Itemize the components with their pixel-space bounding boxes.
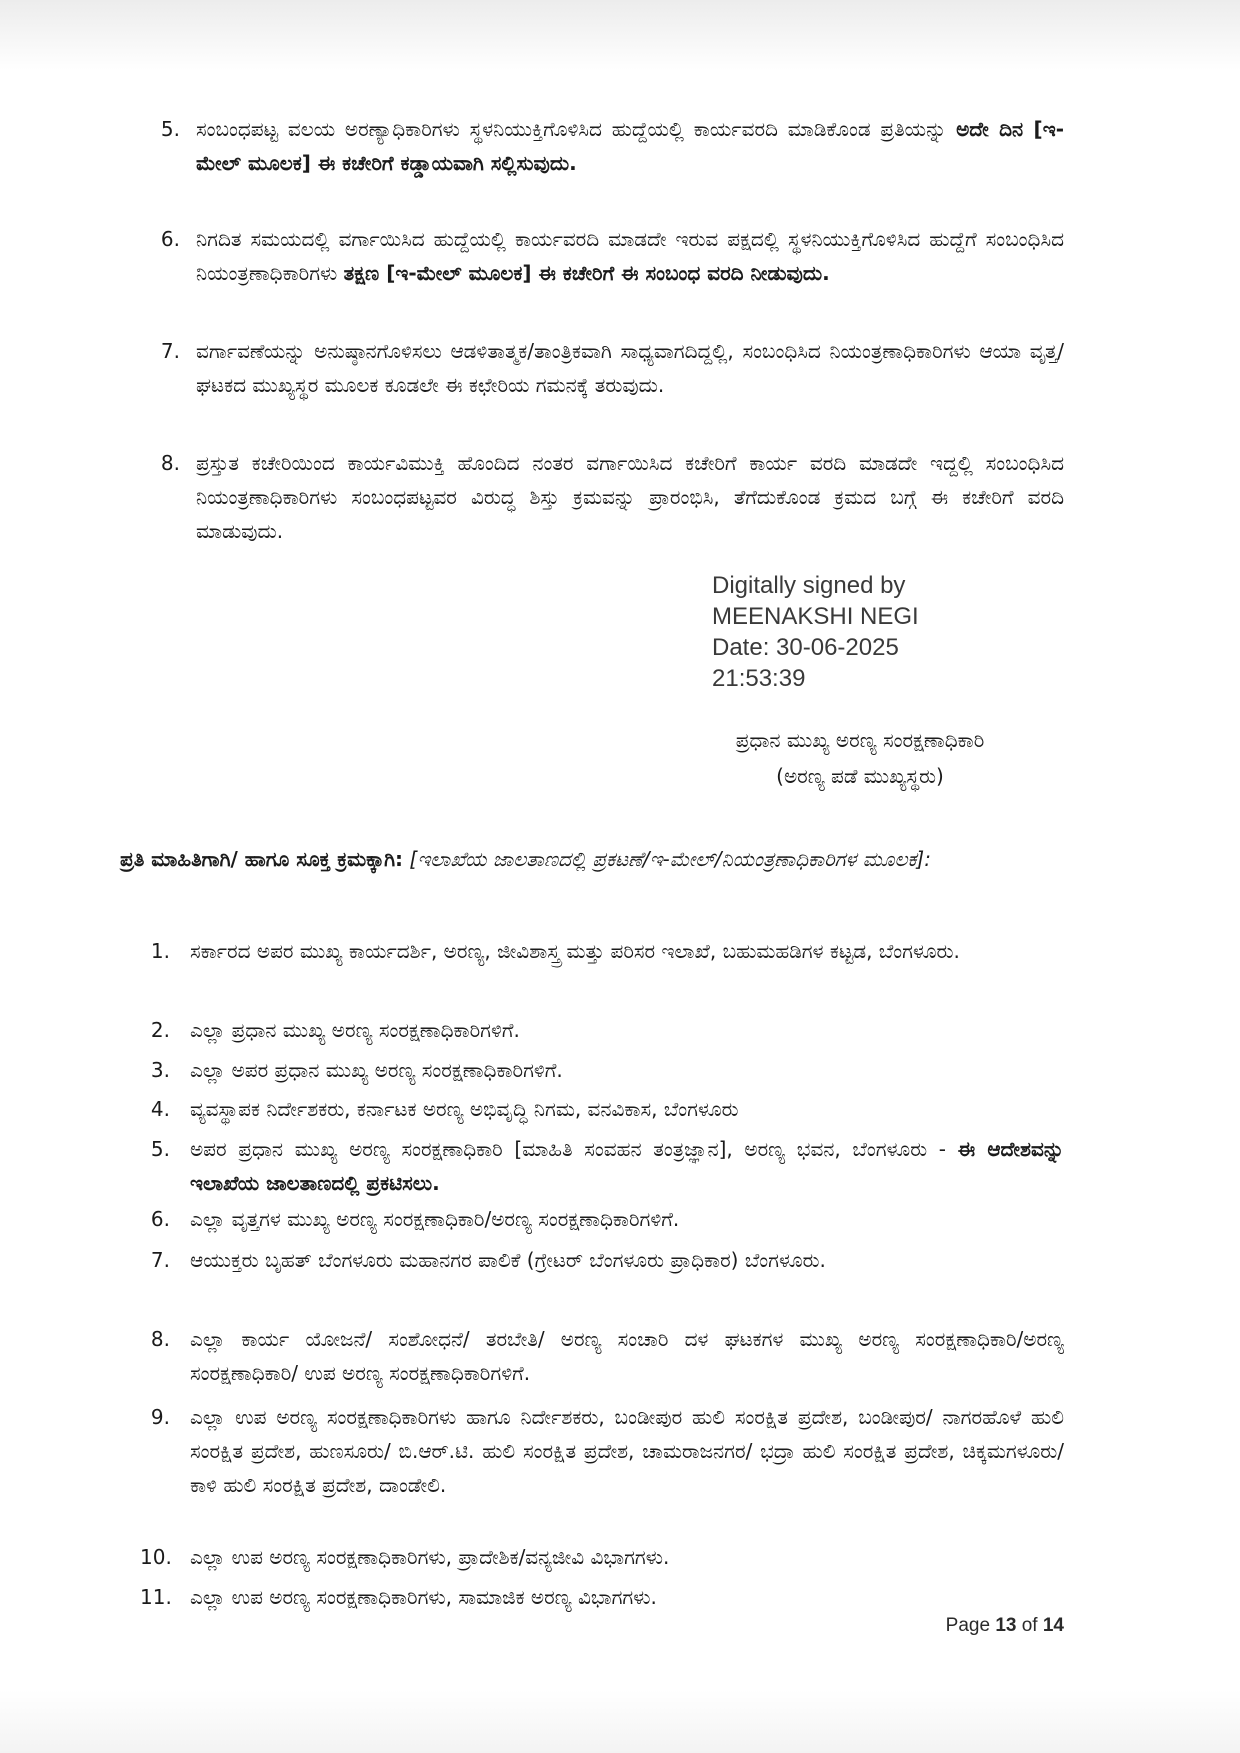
item-text: ವ್ಯವಸ್ಥಾಪಕ ನಿರ್ದೇಶಕರು, ಕರ್ನಾಟಕ ಅರಣ್ಯ ಅಭಿವೃದ್ಧಿ ನಿಗಮ, ವನವಿಕಾಸ, ಬೆಂಗಳೂರು (190, 1097, 739, 1121)
digital-signature (712, 570, 952, 694)
item-number: 1. (150, 939, 170, 963)
item-text: ನಿಗದಿತ ಸಮಯದಲ್ಲಿ ವರ್ಗಾಯಿಸಿದ ಹುದ್ದೆಯಲ್ಲಿ ಕಾರ್ಯವರದಿ ಮಾಡದೇ ಇರುವ ಪಕ್ಷದಲ್ಲಿ ಸ್ಥಳನಿಯುಕ್ತಿಗೊಳಿಸಿದ ಹುದ್ದೆಗೆ ಸಂಬಂಧಿಸಿದ ನಿಯಂತ್ರಣಾಧಿಕಾರಿಗಳು ತಕ್ಷಣ [ಇ-ಮೇಲ್ ಮೂಲಕ] ಈ ಕಚೇರಿಗೆ ಈ ಸಂಬಂಧ ವರದಿ ನೀಡುವುದು. (196, 227, 1064, 285)
item-text: ಎಲ್ಲಾ ಉಪ ಅರಣ್ಯ ಸಂರಕ್ಷಣಾಧಿಕಾರಿಗಳು, ಸಾಮಾಜಿಕ ಅರಣ್ಯ ವಿಭಾಗಗಳು. (190, 1585, 657, 1609)
signatory-designation (640, 722, 1080, 794)
signature-name: MEENAKSHI NEGI (712, 603, 919, 630)
item-bold-text: ಈ ಆದೇಶವನ್ನು ಇಲಾಖೆಯ ಜಾಲತಾಣದಲ್ಲಿ ಪ್ರಕಟಿಸಲು. (190, 1137, 1065, 1195)
signature-line: Digitally signed by (712, 572, 906, 599)
page-number: Page 13 of 14 (945, 1615, 1064, 1636)
item-number: 5. (160, 117, 180, 141)
item-text: ಎಲ್ಲಾ ಅಪರ ಪ್ರಧಾನ ಮುಖ್ಯ ಅರಣ್ಯ ಸಂರಕ್ಷಣಾಧಿಕಾರಿಗಳಿಗೆ. (190, 1058, 563, 1082)
item-number: 9. (150, 1405, 170, 1429)
copy-to-heading-note: [ಇಲಾಖೆಯ ಜಾಲತಾಣದಲ್ಲಿ ಪ್ರಕಟಣೆ/ಇ-ಮೇಲ್/ನಿಯಂತ್ರಣಾಧಿಕಾರಿಗಳ ಮೂಲಕ]: (403, 847, 931, 871)
item-text: ಸರ್ಕಾರದ ಅಪರ ಮುಖ್ಯ ಕಾರ್ಯದರ್ಶಿ, ಅರಣ್ಯ, ಜೀವಿಶಾಸ್ತ್ರ ಮತ್ತು ಪರಿಸರ ಇಲಾಖೆ, ಬಹುಮಹಡಿಗಳ ಕಟ್ಟಡ, ಬೆಂಗಳೂರು. (190, 939, 960, 963)
item-number: 6. (160, 227, 180, 251)
scan-bottom-edge (0, 1690, 1240, 1753)
item-number: 3. (150, 1058, 170, 1082)
copy-to-heading (120, 840, 1064, 878)
item-number: 7. (150, 1248, 170, 1272)
item-text: ಪ್ರಸ್ತುತ ಕಚೇರಿಯಿಂದ ಕಾರ್ಯವಿಮುಕ್ತಿ ಹೊಂದಿದ ನಂತರ ವರ್ಗಾಯಿಸಿದ ಕಚೇರಿಗೆ ಕಾರ್ಯ ವರದಿ ಮಾಡದೇ ಇದ್ದಲ್ಲಿ ಸಂಬಂಧಿಸಿದ ನಿಯಂತ್ರಣಾಧಿಕಾರಿಗಳು ಸಂಬಂಧಪಟ್ಟವರ ವಿರುದ್ಧ ಶಿಸ್ತು ಕ್ರಮವನ್ನು ಪ್ರಾರಂಭಿಸಿ, ತೆಗೆದುಕೊಂಡ ಕ್ರಮದ ಬಗ್ಗೆ ಈ ಕಚೇರಿಗೆ ವರದಿ ಮಾಡುವುದು. (196, 451, 1064, 543)
item-text: ಆಯುಕ್ತರು ಬೃಹತ್ ಬೆಂಗಳೂರು ಮಹಾನಗರ ಪಾಲಿಕೆ (ಗ್ರೇಟರ್ ಬೆಂಗಳೂರು ಪ್ರಾಧಿಕಾರ) ಬೆಂಗಳೂರು. (190, 1248, 826, 1272)
signature-date: Date: 30-06-2025 (712, 634, 899, 661)
item-text: ಸಂಬಂಧಪಟ್ಟ ವಲಯ ಅರಣ್ಯಾಧಿಕಾರಿಗಳು ಸ್ಥಳನಿಯುಕ್ತಿಗೊಳಿಸಿದ ಹುದ್ದೆಯಲ್ಲಿ ಕಾರ್ಯವರದಿ ಮಾಡಿಕೊಂಡ ಪ್ರತಿಯನ್ನು ಅದೇ ದಿನ [ಇ-ಮೇಲ್ ಮೂಲಕ] ಈ ಕಚೇರಿಗೆ ಕಡ್ಡಾಯವಾಗಿ ಸಲ್ಲಿಸುವುದು. (196, 117, 1064, 175)
copy-to-heading-bold: ಪ್ರತಿ ಮಾಹಿತಿಗಾಗಿ/ ಹಾಗೂ ಸೂಕ್ತ ಕ್ರಮಕ್ಕಾಗಿ: (120, 847, 404, 871)
item-number: 5. (150, 1137, 170, 1161)
item-number: 10. (140, 1545, 172, 1569)
item-number: 4. (150, 1097, 170, 1121)
item-bold-text: ತಕ್ಷಣ [ಇ-ಮೇಲ್ ಮೂಲಕ] ಈ ಕಚೇರಿಗೆ ಈ ಸಂಬಂಧ ವರದಿ ನೀಡುವುದು. (343, 261, 830, 285)
item-text: ಎಲ್ಲಾ ವೃತ್ತಗಳ ಮುಖ್ಯ ಅರಣ್ಯ ಸಂರಕ್ಷಣಾಧಿಕಾರಿ/ಅರಣ್ಯ ಸಂರಕ್ಷಣಾಧಿಕಾರಿಗಳಿಗೆ. (190, 1207, 680, 1231)
item-text: ಎಲ್ಲಾ ಉಪ ಅರಣ್ಯ ಸಂರಕ್ಷಣಾಧಿಕಾರಿಗಳು ಹಾಗೂ ನಿರ್ದೇಶಕರು, ಬಂಡೀಪುರ ಹುಲಿ ಸಂರಕ್ಷಿತ ಪ್ರದೇಶ, ಬಂಡೀಪುರ/ ನಾಗರಹೊಳೆ ಹುಲಿ ಸಂರಕ್ಷಿತ ಪ್ರದೇಶ, ಹುಣಸೂರು/ ಬಿ.ಆರ್.ಟಿ. ಹುಲಿ ಸಂರಕ್ಷಿತ ಪ್ರದೇಶ, ಚಾಮರಾಜನಗರ/ ಭದ್ರಾ ಹುಲಿ ಸಂರಕ್ಷಿತ ಪ್ರದೇಶ, ಚಿಕ್ಕಮಗಳೂರು/ ಕಾಳಿ ಹುಲಿ ಸಂರಕ್ಷಿತ ಪ್ರದೇಶ, ದಾಂಡೇಲಿ. (190, 1405, 1064, 1497)
item-text: ಎಲ್ಲಾ ಕಾರ್ಯ ಯೋಜನೆ/ ಸಂಶೋಧನೆ/ ತರಬೇತಿ/ ಅರಣ್ಯ ಸಂಚಾರಿ ದಳ ಘಟಕಗಳ ಮುಖ್ಯ ಅರಣ್ಯ ಸಂರಕ್ಷಣಾಧಿಕಾರಿ/ಅರಣ್ಯ ಸಂರಕ್ಷಣಾಧಿಕಾರಿ/ ಉಪ ಅರಣ್ಯ ಸಂರಕ್ಷಣಾಧಿಕಾರಿಗಳಿಗೆ. (190, 1327, 1064, 1385)
item-number: 8. (150, 1327, 170, 1351)
item-number: 8. (160, 451, 180, 475)
item-number: 6. (150, 1207, 170, 1231)
item-number: 11. (140, 1585, 172, 1609)
item-text: ಎಲ್ಲಾ ಪ್ರಧಾನ ಮುಖ್ಯ ಅರಣ್ಯ ಸಂರಕ್ಷಣಾಧಿಕಾರಿಗಳಿಗೆ. (190, 1018, 520, 1042)
item-text: ವರ್ಗಾವಣೆಯನ್ನು ಅನುಷ್ಠಾನಗೊಳಿಸಲು ಆಡಳಿತಾತ್ಮಕ/ತಾಂತ್ರಿಕವಾಗಿ ಸಾಧ್ಯವಾಗದಿದ್ದಲ್ಲಿ, ಸಂಬಂಧಿಸಿದ ನಿಯಂತ್ರಣಾಧಿಕಾರಿಗಳು ಆಯಾ ವೃತ್ತ/ಘಟಕದ ಮುಖ್ಯಸ್ಥರ ಮೂಲಕ ಕೂಡಲೇ ಈ ಕಛೇರಿಯ ಗಮನಕ್ಕೆ ತರುವುದು. (196, 339, 1064, 397)
signature-time: 21:53:39 (712, 665, 806, 692)
designation-title: ಪ್ರಧಾನ ಮುಖ್ಯ ಅರಣ್ಯ ಸಂರಕ್ಷಣಾಧಿಕಾರಿ (735, 728, 985, 752)
scan-top-edge (0, 0, 1240, 70)
item-text: ಎಲ್ಲಾ ಉಪ ಅರಣ್ಯ ಸಂರಕ್ಷಣಾಧಿಕಾರಿಗಳು, ಪ್ರಾದೇಶಿಕ/ವನ್ಯಜೀವಿ ವಿಭಾಗಗಳು. (190, 1545, 670, 1569)
item-number: 2. (150, 1018, 170, 1042)
item-text: ಅಪರ ಪ್ರಧಾನ ಮುಖ್ಯ ಅರಣ್ಯ ಸಂರಕ್ಷಣಾಧಿಕಾರಿ [ಮಾಹಿತಿ ಸಂವಹನ ತಂತ್ರಜ್ಞಾನ], ಅರಣ್ಯ ಭವನ, ಬೆಂಗಳೂರು - ಈ ಆದೇಶವನ್ನು ಇಲಾಖೆಯ ಜಾಲತಾಣದಲ್ಲಿ ಪ್ರಕಟಿಸಲು. (190, 1137, 1065, 1195)
item-bold-text: ಅದೇ ದಿನ [ಇ-ಮೇಲ್ ಮೂಲಕ] ಈ ಕಚೇರಿಗೆ ಕಡ್ಡಾಯವಾಗಿ ಸಲ್ಲಿಸುವುದು. (196, 117, 1064, 175)
designation-subtitle: (ಅರಣ್ಯ ಪಡೆ ಮುಖ್ಯಸ್ಥರು) (776, 764, 944, 788)
item-number: 7. (160, 339, 180, 363)
